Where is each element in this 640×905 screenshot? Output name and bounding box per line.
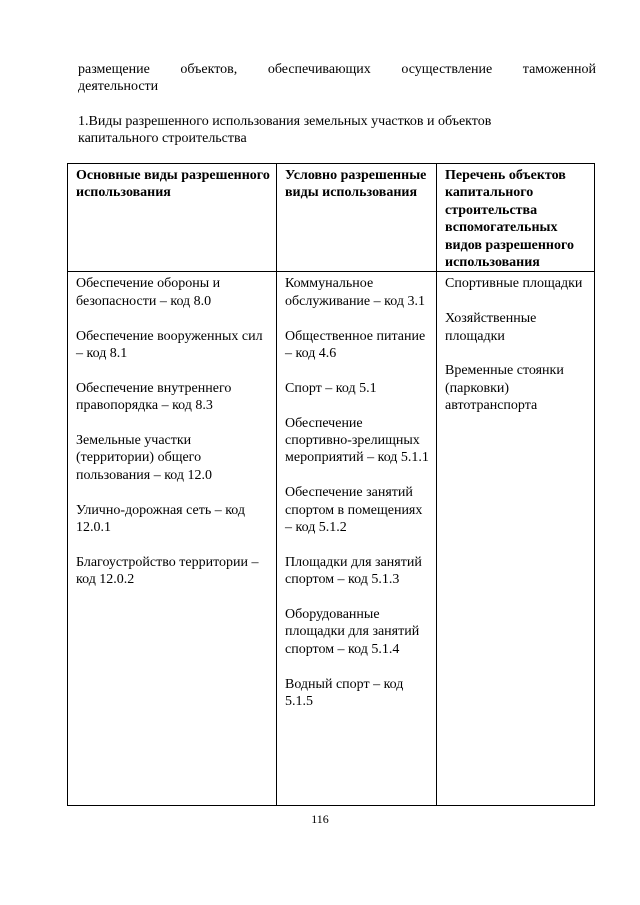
section-heading: 1.Виды разрешенного использования земельных участков и объектов капитального строительства xyxy=(78,114,492,146)
intro-paragraph xyxy=(78,61,596,95)
table-row xyxy=(68,272,595,806)
intro-line-2: деятельности xyxy=(78,79,159,94)
header-main-uses: Основные виды разрешенного использования xyxy=(68,164,277,272)
list-item: Обеспечение вооруженных сил – код 8.1 xyxy=(76,328,263,362)
list-item: Временные стоянки (парковки) автотранспорта xyxy=(445,363,564,414)
list-item: Коммунальное обслуживание – код 3.1 xyxy=(285,276,425,309)
list-item: Обеспечение внутреннего правопорядка – код 8.3 xyxy=(76,380,232,414)
list-item: Общественное питание – код 4.6 xyxy=(285,328,426,362)
list-item: Хозяйственные площадки xyxy=(445,311,537,344)
table-header-row xyxy=(68,164,595,272)
list-item: Площадки для занятий спортом – код 5.1.3 xyxy=(285,554,422,588)
list-item: Улично-дорожная сеть – код 12.0.1 xyxy=(76,502,246,536)
list-item: Оборудованные площадки для занятий спортом – код 5.1.4 xyxy=(285,607,420,657)
main-uses-cell xyxy=(68,272,277,806)
list-item: Спортивные площадки xyxy=(445,276,583,292)
list-item: Земельные участки (территории) общего пользования – код 12.0 xyxy=(76,433,213,483)
list-item: Обеспечение занятий спортом в помещениях – код 5.1.2 xyxy=(285,485,423,536)
conditional-uses-cell xyxy=(277,272,437,806)
permitted-uses-table xyxy=(67,163,595,806)
list-item: Водный спорт – код 5.1.5 xyxy=(285,676,404,710)
list-item: Спорт – код 5.1 xyxy=(285,380,377,396)
auxiliary-objects-cell xyxy=(437,272,595,806)
header-auxiliary-objects: Перечень объектов капитального строительства вспомогательных видов разрешенного использования xyxy=(437,164,595,272)
header-conditional-uses: Условно разрешенные виды использования xyxy=(277,164,437,272)
list-item: Обеспечение обороны и безопасности – код 8.0 xyxy=(76,276,221,309)
list-item: Благоустройство территории – код 12.0.2 xyxy=(76,554,259,588)
page-number: 116 xyxy=(311,812,329,826)
list-item: Обеспечение спортивно-зрелищных мероприятий – код 5.1.1 xyxy=(285,415,429,466)
intro-line-1: размещение объектов, обеспечивающих осуществление таможенной xyxy=(78,62,596,77)
